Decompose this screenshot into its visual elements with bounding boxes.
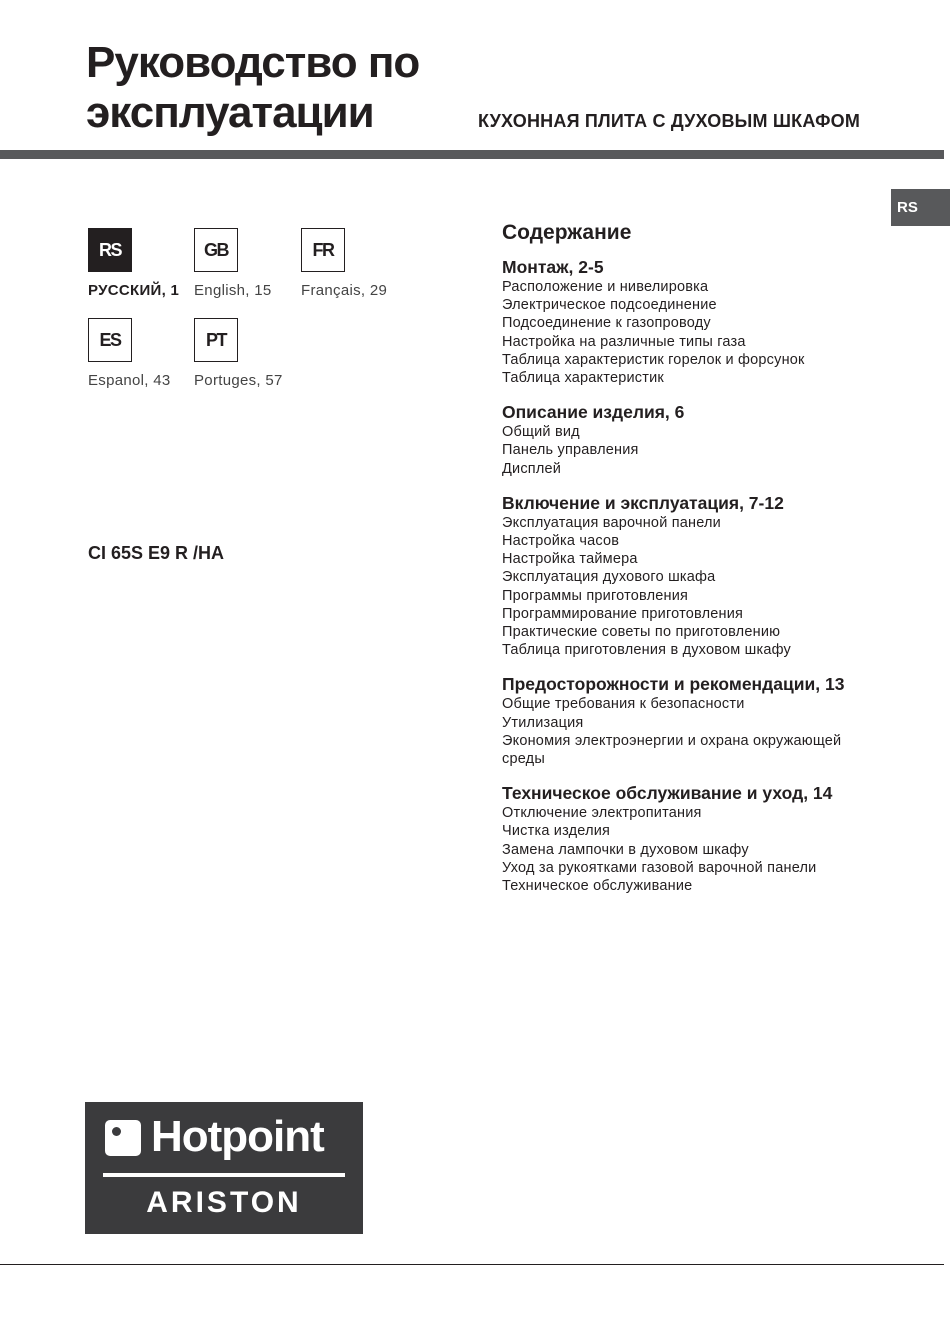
document-title — [86, 38, 419, 138]
toc-item[interactable]: Уход за рукоятками газовой варочной панели — [502, 859, 817, 876]
side-language-tab: RS — [891, 189, 950, 226]
language-code-pt: PT — [194, 318, 238, 362]
toc-item[interactable]: Электрическое подсоединение — [502, 297, 717, 314]
toc-item[interactable]: Чистка изделия — [502, 823, 611, 840]
toc-section-title[interactable]: Включение и эксплуатация, 7-12 — [502, 492, 784, 513]
table-of-contents — [502, 221, 922, 910]
title-line-1: Руководство по — [86, 38, 420, 87]
toc-section-description — [502, 402, 922, 478]
hotpoint-icon-dot — [112, 1127, 121, 1136]
toc-item[interactable]: Замена лампочки в духовом шкафу — [502, 841, 749, 858]
language-label-fr: Français, 29 — [301, 282, 388, 299]
language-label-pt: Portuges, 57 — [194, 372, 283, 389]
toc-heading: Содержание — [502, 221, 632, 244]
toc-item[interactable]: Настройка на различные типы газа — [502, 333, 746, 350]
language-code-gb: GB — [194, 228, 238, 272]
title-line-2: эксплуатации — [86, 88, 374, 137]
language-label-es: Espanol, 43 — [88, 372, 171, 389]
toc-item[interactable]: Таблица приготовления в духовом шкафу — [502, 642, 792, 659]
toc-item[interactable]: Практические советы по приготовлению — [502, 624, 781, 641]
toc-item[interactable]: Таблица характеристик — [502, 370, 664, 387]
language-label-rs: РУССКИЙ, 1 — [88, 282, 180, 299]
model-number: CI 65S E9 R /HA — [88, 543, 225, 563]
toc-item[interactable]: Общий вид — [502, 424, 580, 441]
toc-item[interactable]: Настройка таймера — [502, 551, 638, 568]
language-pt[interactable] — [194, 318, 304, 389]
language-code-fr: FR — [301, 228, 345, 272]
toc-section-title[interactable]: Описание изделия, 6 — [502, 402, 685, 423]
toc-item[interactable]: Дисплей — [502, 460, 562, 477]
language-code-es: ES — [88, 318, 132, 362]
language-label-gb: English, 15 — [194, 282, 272, 299]
language-gb[interactable] — [194, 228, 304, 299]
language-es[interactable] — [88, 318, 198, 389]
toc-item[interactable]: Таблица характеристик горелок и форсунок — [502, 351, 805, 368]
toc-section-precautions — [502, 674, 922, 768]
toc-item[interactable]: Программы приготовления — [502, 587, 689, 604]
toc-item[interactable]: Расположение и нивелировка — [502, 279, 709, 295]
toc-item[interactable]: Эксплуатация духового шкафа — [502, 569, 716, 586]
toc-item[interactable]: Подсоединение к газопроводу — [502, 315, 711, 332]
toc-item[interactable]: Программирование приготовления — [502, 605, 744, 622]
toc-section-installation — [502, 257, 922, 387]
language-rs[interactable] — [88, 228, 198, 299]
toc-section-title[interactable]: Техническое обслуживание и уход, 14 — [502, 783, 833, 804]
toc-item[interactable]: Экономия электроэнергии и охрана окружающей — [502, 732, 842, 749]
logo-divider — [103, 1173, 345, 1177]
language-fr[interactable] — [301, 228, 411, 299]
toc-item[interactable]: Общие требования к безопасности — [502, 696, 745, 713]
header-divider — [0, 150, 944, 159]
language-code-rs: RS — [88, 228, 132, 272]
toc-section-title[interactable]: Монтаж, 2-5 — [502, 257, 604, 277]
product-type: КУХОННАЯ ПЛИТА С ДУХОВЫМ ШКАФОМ — [478, 111, 861, 131]
hotpoint-icon — [105, 1120, 141, 1156]
toc-item[interactable]: среды — [502, 751, 545, 768]
toc-item[interactable]: Панель управления — [502, 442, 639, 459]
toc-section-title[interactable]: Предосторожности и рекомендации, 13 — [502, 674, 845, 695]
footer-divider — [0, 1264, 944, 1265]
toc-item[interactable]: Техническое обслуживание — [502, 878, 693, 895]
toc-item[interactable]: Утилизация — [502, 714, 584, 731]
toc-section-maintenance — [502, 783, 922, 895]
hotpoint-ariston-logo — [85, 1102, 363, 1234]
toc-section-operation — [502, 493, 922, 660]
logo-brand-top: Hotpoint — [151, 1112, 324, 1161]
toc-item[interactable]: Отключение электропитания — [502, 805, 702, 822]
toc-item[interactable]: Эксплуатация варочной панели — [502, 514, 721, 531]
logo-brand-bottom: ARISTON — [146, 1186, 302, 1219]
toc-item[interactable]: Настройка часов — [502, 533, 620, 550]
